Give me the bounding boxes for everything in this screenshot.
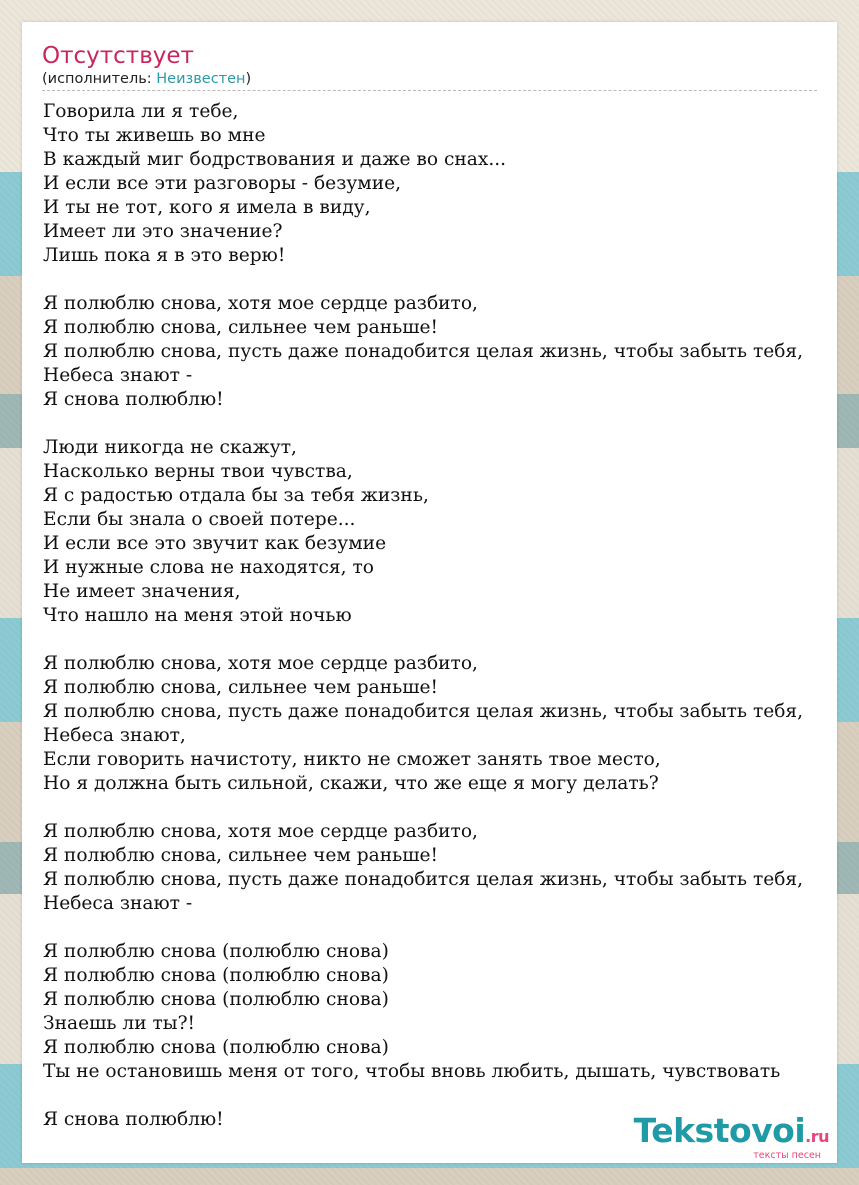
lyric-line: И ты не тот, кого я имела в виду, [43, 197, 371, 218]
logo-tld: .ru [805, 1127, 829, 1146]
lyric-line: Я полюблю снова (полюблю снова) [43, 989, 389, 1010]
lyric-line [43, 796, 837, 820]
lyric-line: Я полюблю снова, пусть даже понадобится целая жизнь, чтобы забыть тебя, [43, 701, 804, 722]
lyric-line [43, 916, 837, 940]
artist-prefix: (исполнитель: [42, 71, 157, 87]
logo-tagline: тексты песен [753, 1150, 821, 1161]
lyric-line: Небеса знают - [43, 893, 193, 914]
artist-link[interactable]: Неизвестен [156, 71, 246, 87]
artist-line [42, 70, 817, 88]
lyric-line: И если все это звучит как безумие [43, 533, 387, 554]
lyric-line: Небеса знают, [43, 725, 186, 746]
logo-wordmark [633, 1111, 829, 1154]
lyric-line: Я полюблю снова, пусть даже понадобится целая жизнь, чтобы забыть тебя, [43, 869, 804, 890]
tekstovoi-logo[interactable] [633, 1111, 829, 1161]
lyric-line: Лишь пока я в это верю! [43, 245, 286, 266]
lyric-line: Я полюблю снова, сильнее чем раньше! [43, 677, 438, 698]
lyric-line: Но я должна быть сильной, скажи, что же еще я могу делать? [43, 773, 659, 794]
lyric-line [43, 268, 837, 292]
lyric-line: Я полюблю снова, хотя мое сердце разбито, [43, 821, 478, 842]
lyric-line: Я снова полюблю! [43, 1109, 224, 1130]
lyric-line: Я полюблю снова, хотя мое сердце разбито, [43, 653, 478, 674]
song-title: Отсутствует [42, 43, 194, 69]
lyric-line: Я полюблю снова, сильнее чем раньше! [43, 845, 438, 866]
lyric-line: Если бы знала о своей потере... [43, 509, 356, 530]
lyric-line: Если говорить начистоту, никто не сможет занять твое место, [43, 749, 661, 770]
lyric-line: Что ты живешь во мне [43, 125, 266, 146]
lyric-line [43, 628, 837, 652]
lyric-line: И если все эти разговоры - безумие, [43, 173, 402, 194]
lyric-line: Я снова полюблю! [43, 389, 224, 410]
lyric-line: Я с радостью отдала бы за тебя жизнь, [43, 485, 429, 506]
lyric-line: Я полюблю снова (полюблю снова) [43, 965, 389, 986]
lyric-line: Что нашло на меня этой ночью [43, 605, 352, 626]
lyric-line: Люди никогда не скажут, [43, 437, 297, 458]
lyric-line: Говорила ли я тебе, [43, 101, 239, 122]
lyric-line [43, 1084, 837, 1108]
lyric-line: Знаешь ли ты?! [43, 1013, 196, 1034]
lyric-line: Небеса знают - [43, 365, 193, 386]
lyric-line: В каждый миг бодрствования и даже во снах... [43, 149, 507, 170]
lyric-line: Насколько верны твои чувства, [43, 461, 353, 482]
lyric-line: Имеет ли это значение? [43, 221, 283, 242]
lyric-line: Я полюблю снова, сильнее чем раньше! [43, 317, 438, 338]
lyrics-card [22, 22, 837, 1163]
lyric-line: И нужные слова не находятся, то [43, 557, 374, 578]
lyric-line: Не имеет значения, [43, 581, 241, 602]
lyric-line: Я полюблю снова, пусть даже понадобится целая жизнь, чтобы забыть тебя, [43, 341, 804, 362]
lyric-line: Ты не остановишь меня от того, чтобы вновь любить, дышать, чувствовать [43, 1061, 781, 1082]
lyric-line: Я полюблю снова (полюблю снова) [43, 941, 389, 962]
lyric-line [43, 412, 837, 436]
lyric-line: Я полюблю снова, хотя мое сердце разбито, [43, 293, 478, 314]
artist-suffix: ) [245, 71, 252, 87]
song-header [42, 42, 817, 91]
logo-name: Tekstovoi [633, 1111, 806, 1150]
lyrics-text [43, 100, 837, 1132]
lyric-line: Я полюблю снова (полюблю снова) [43, 1037, 389, 1058]
